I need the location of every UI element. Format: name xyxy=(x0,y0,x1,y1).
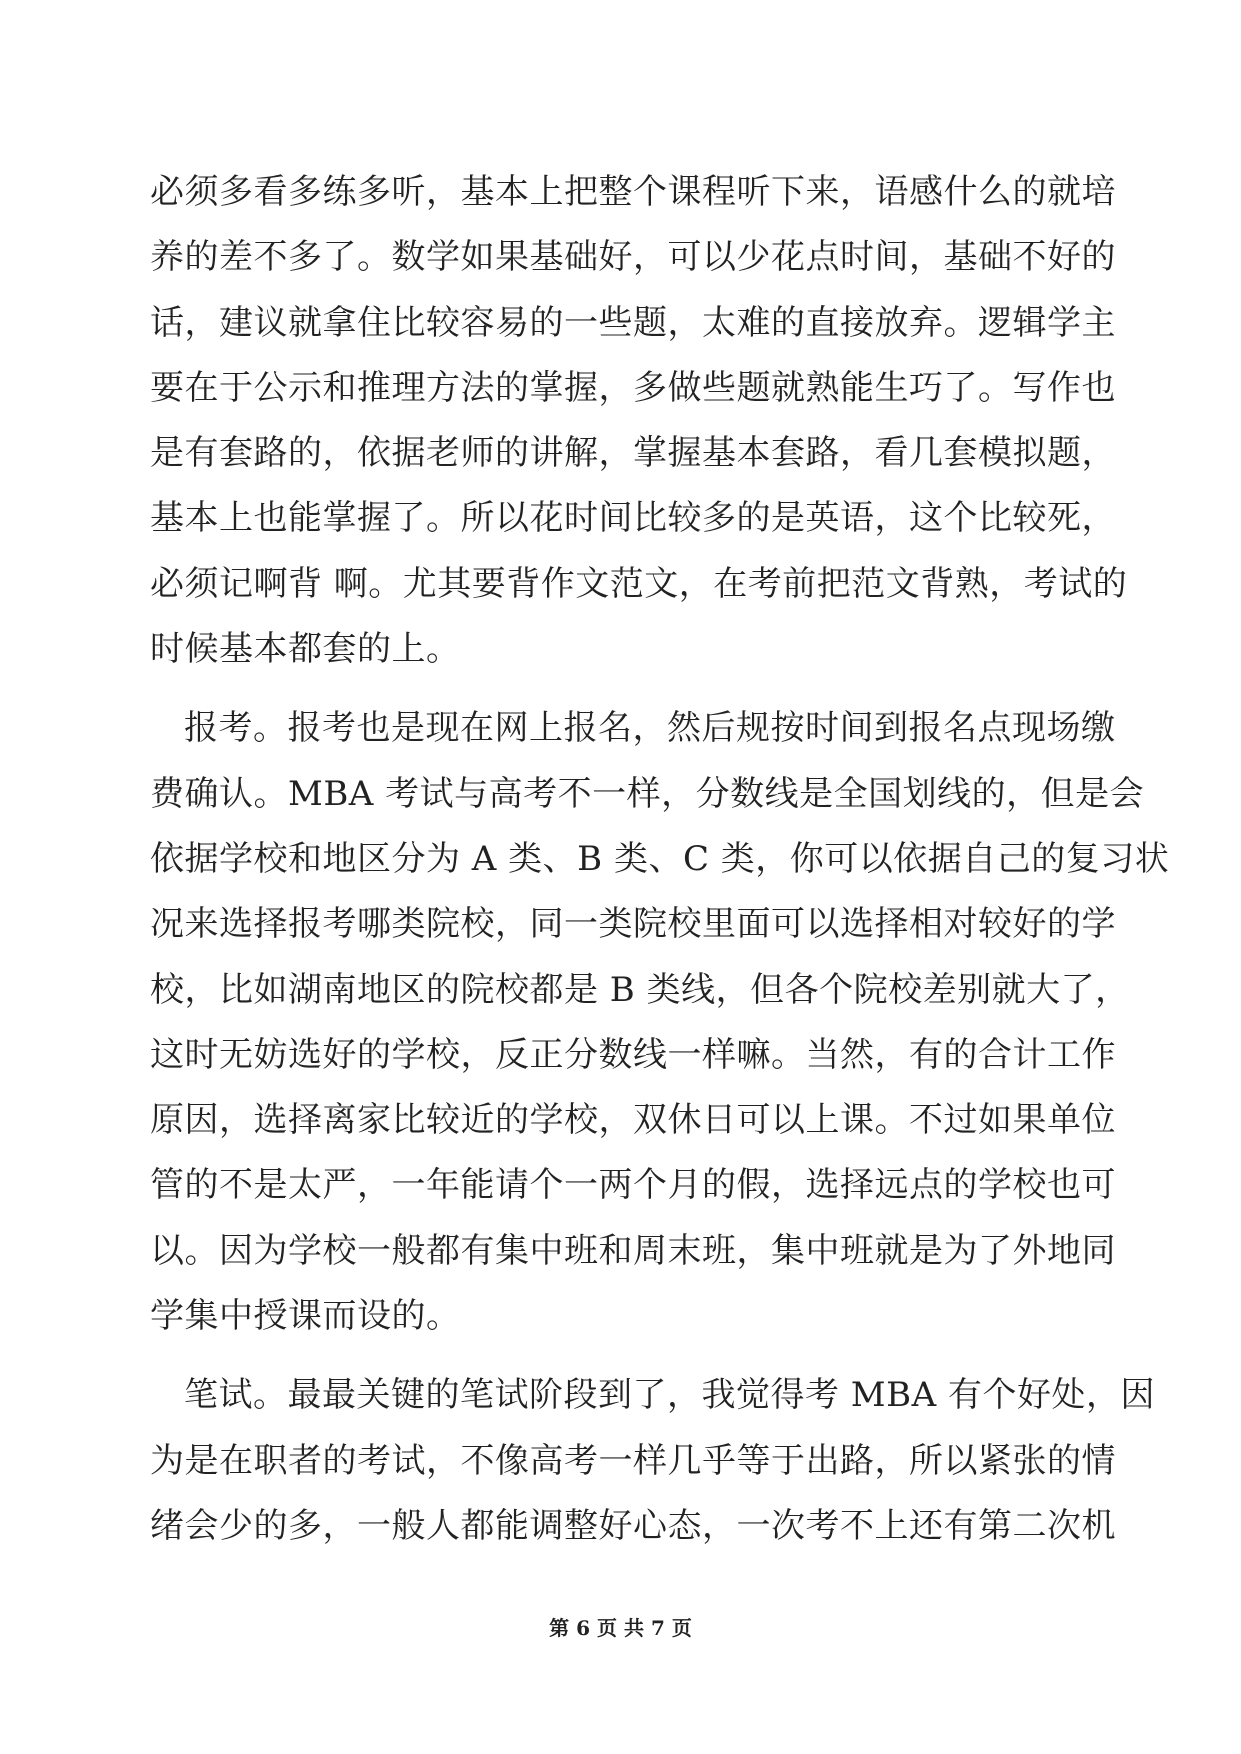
text-line: 原因，选择离家比较近的学校，双休日可以上课。不过如果单位 xyxy=(150,1100,1116,1141)
paragraph-gap xyxy=(150,1349,1090,1363)
text-line: 校，比如湖南地区的院校都是 B 类线，但各个院校差别就大了， xyxy=(150,969,1130,1010)
text-line: 是有套路的，依据老师的讲解，掌握基本套路，看几套模拟题， xyxy=(150,433,1116,474)
text-line: 管的不是太严，一年能请个一两个月的假，选择远点的学校也可 xyxy=(150,1165,1116,1206)
page-number-footer: 第 6 页 共 7 页 xyxy=(549,1616,692,1640)
text-line: 时候基本都套的上。 xyxy=(150,629,461,670)
text-line: 以。因为学校一般都有集中班和周末班，集中班就是为了外地同 xyxy=(150,1230,1116,1271)
paragraph-registration xyxy=(150,696,1170,1349)
text-line: 要在于公示和推理方法的掌握，多做些题就熟能生巧了。写作也 xyxy=(150,367,1116,408)
text-line: 必须多看多练多听，基本上把整个课程听下来，语感什么的就培 xyxy=(150,172,1116,212)
text-line: 费确认。MBA 考试与高考不一样，分数线是全国划线的，但是会 xyxy=(150,773,1145,814)
text-line: 这时无妨选好的学校，反正分数线一样嘛。当然，有的合计工作 xyxy=(150,1034,1116,1075)
paragraph-written-exam xyxy=(150,1363,1155,1559)
text-line: 话，建议就拿住比较容易的一些题，太难的直接放弃。逻辑学主 xyxy=(150,302,1116,343)
text-line: 绪会少的多，一般人都能调整好心态，一次考不上还有第二次机 xyxy=(150,1505,1116,1546)
text-line: 基本上也能掌握了。所以花时间比较多的是英语，这个比较死， xyxy=(150,498,1116,539)
paragraph-study xyxy=(150,160,1128,682)
text-line: 况来选择报考哪类院校，同一类院校里面可以选择相对较好的学 xyxy=(150,904,1116,945)
text-line: 报考。报考也是现在网上报名，然后规按时间到报名点现场缴 xyxy=(184,708,1116,749)
text-line: 学集中授课而设的。 xyxy=(150,1296,461,1337)
text-line: 必须记啊背 啊。尤其要背作文范文，在考前把范文背熟，考试的 xyxy=(150,563,1128,604)
text-line: 笔试。最最关键的笔试阶段到了，我觉得考 MBA 有个好处，因 xyxy=(184,1375,1155,1416)
text-line: 为是在职者的考试，不像高考一样几乎等于出路，所以紧张的情 xyxy=(150,1440,1116,1481)
text-line: 依据学校和地区分为 A 类、B 类、C 类，你可以依据自己的复习状 xyxy=(150,838,1170,879)
paragraph-gap xyxy=(150,682,1090,696)
document-body xyxy=(150,160,1170,1559)
text-line: 养的差不多了。数学如果基础好，可以少花点时间，基础不好的 xyxy=(150,237,1116,278)
